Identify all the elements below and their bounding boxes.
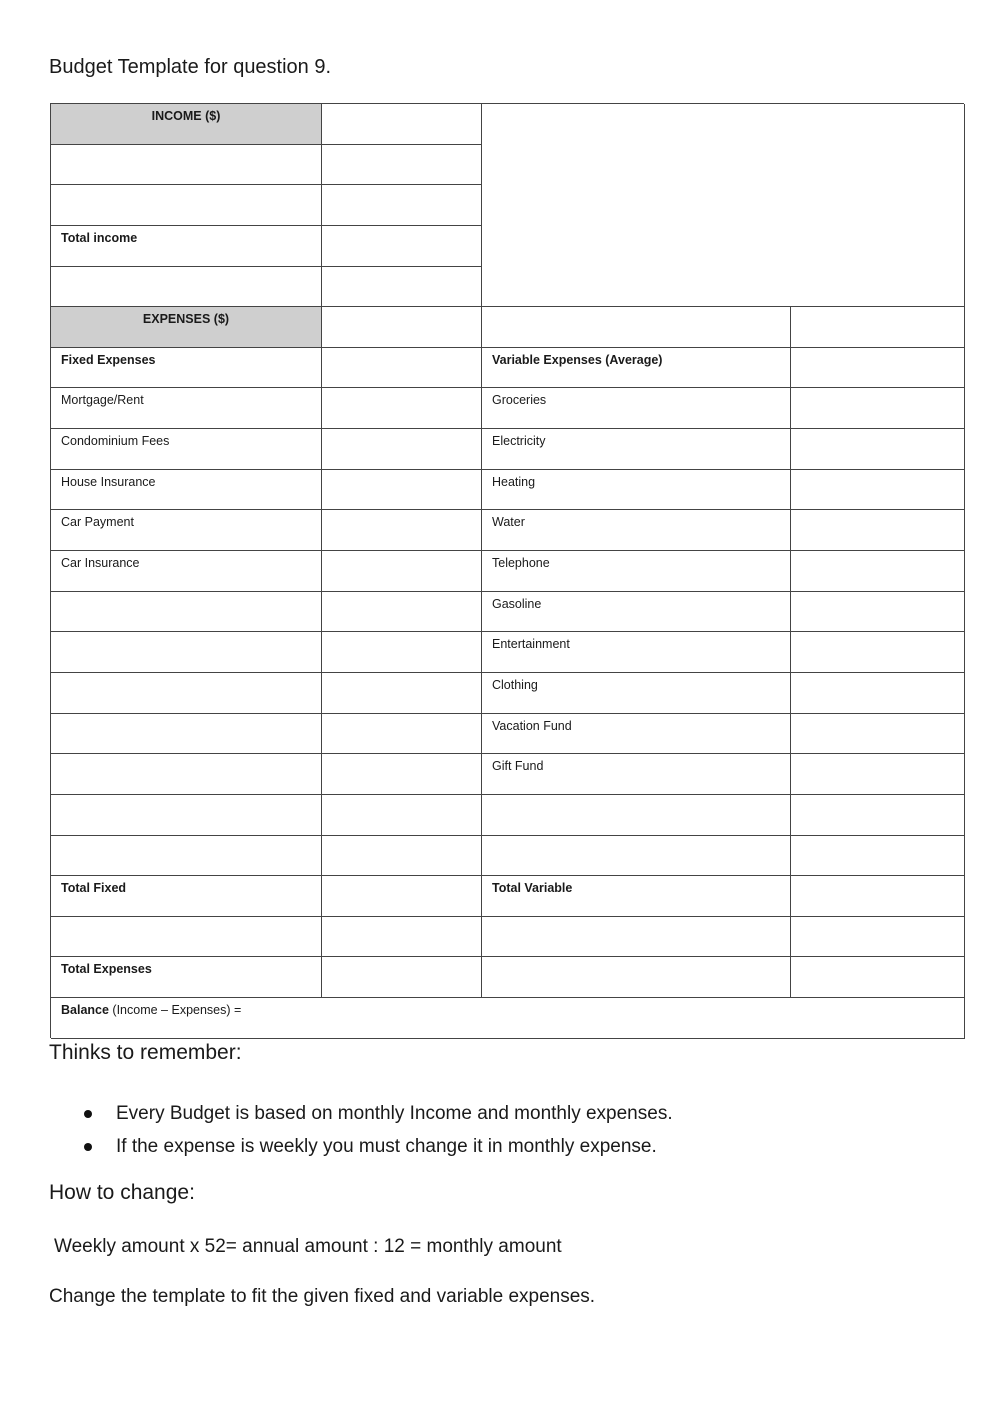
variable-expense-label: Vacation Fund (482, 714, 791, 755)
variable-expense-label: Groceries (482, 388, 791, 429)
blank-cell[interactable] (482, 836, 791, 877)
variable-expense-amount[interactable] (791, 632, 965, 673)
variable-expense-label: Gasoline (482, 592, 791, 633)
page-title: Budget Template for question 9. (49, 56, 332, 78)
blank-cell[interactable] (51, 917, 322, 958)
remember-title: Thinks to remember: (49, 1041, 242, 1064)
income-amount-cell[interactable] (322, 145, 482, 186)
total-fixed-label: Total Fixed (51, 876, 322, 917)
variable-expense-amount[interactable] (791, 551, 965, 592)
variable-expense-label: Water (482, 510, 791, 551)
variable-expense-label: Entertainment (482, 632, 791, 673)
blank-cell[interactable] (791, 917, 965, 958)
balance-formula: (Income – Expenses) = (108, 1003, 242, 1018)
bullet-text: If the expense is weekly you must change it in monthly expense. (116, 1135, 657, 1157)
closing-instruction: Change the template to fit the given fixed and variable expenses. (49, 1286, 596, 1307)
balance-row[interactable] (51, 998, 965, 1039)
total-expenses-amount[interactable] (322, 957, 482, 998)
variable-expense-amount[interactable] (791, 510, 965, 551)
fixed-expense-amount[interactable] (322, 714, 482, 755)
bullet-icon (84, 1143, 92, 1151)
budget-table (50, 103, 964, 1038)
variable-expenses-header: Variable Expenses (Average) (482, 348, 791, 389)
blank-cell[interactable] (51, 267, 322, 308)
variable-expense-amount[interactable] (791, 714, 965, 755)
blank-cell[interactable] (322, 348, 482, 389)
fixed-expense-label[interactable] (51, 673, 322, 714)
variable-expense-amount[interactable] (791, 592, 965, 633)
blank-cell[interactable] (791, 307, 965, 348)
variable-expense-label: Telephone (482, 551, 791, 592)
blank-cell[interactable] (322, 307, 482, 348)
total-expenses-label: Total Expenses (51, 957, 322, 998)
total-income-amount[interactable] (322, 226, 482, 267)
blank-cell[interactable] (482, 957, 791, 998)
fixed-expense-label[interactable] (51, 714, 322, 755)
fixed-expense-label: Condominium Fees (51, 429, 322, 470)
conversion-formula: Weekly amount x 52= annual amount : 12 = monthly amount (54, 1236, 562, 1257)
total-variable-amount[interactable] (791, 876, 965, 917)
list-item (82, 1130, 673, 1163)
blank-cell[interactable] (482, 795, 791, 836)
remember-list (82, 1097, 673, 1163)
variable-expense-label: Heating (482, 470, 791, 511)
total-income-label: Total income (51, 226, 322, 267)
fixed-expense-amount[interactable] (322, 754, 482, 795)
variable-expense-amount[interactable] (791, 429, 965, 470)
fixed-expense-amount[interactable] (322, 592, 482, 633)
balance-label: Balance (61, 1003, 109, 1018)
income-amount-cell[interactable] (322, 185, 482, 226)
fixed-expense-amount[interactable] (322, 388, 482, 429)
blank-panel (482, 104, 965, 307)
fixed-expense-amount[interactable] (322, 429, 482, 470)
income-source-cell[interactable] (51, 145, 322, 186)
how-to-title: How to change: (49, 1181, 195, 1204)
variable-expense-label: Gift Fund (482, 754, 791, 795)
income-source-cell[interactable] (51, 185, 322, 226)
variable-expense-amount[interactable] (791, 388, 965, 429)
blank-cell[interactable] (322, 917, 482, 958)
blank-cell[interactable] (791, 348, 965, 389)
fixed-expense-amount[interactable] (322, 470, 482, 511)
blank-cell[interactable] (482, 917, 791, 958)
bullet-text: Every Budget is based on monthly Income and monthly expenses. (116, 1102, 673, 1124)
fixed-expense-label[interactable] (51, 632, 322, 673)
total-variable-label: Total Variable (482, 876, 791, 917)
fixed-expense-label[interactable] (51, 754, 322, 795)
fixed-expense-amount[interactable] (322, 510, 482, 551)
blank-cell[interactable] (51, 795, 322, 836)
variable-expense-amount[interactable] (791, 673, 965, 714)
fixed-expense-amount[interactable] (322, 632, 482, 673)
variable-expense-amount[interactable] (791, 754, 965, 795)
blank-cell[interactable] (322, 836, 482, 877)
total-fixed-amount[interactable] (322, 876, 482, 917)
fixed-expenses-header: Fixed Expenses (51, 348, 322, 389)
fixed-expense-amount[interactable] (322, 551, 482, 592)
variable-expense-amount[interactable] (791, 470, 965, 511)
variable-expense-label: Clothing (482, 673, 791, 714)
income-amount-cell[interactable] (322, 104, 482, 145)
fixed-expense-label: Car Insurance (51, 551, 322, 592)
fixed-expense-label: Car Payment (51, 510, 322, 551)
blank-cell[interactable] (322, 795, 482, 836)
list-item (82, 1097, 673, 1130)
bullet-icon (84, 1110, 92, 1118)
fixed-expense-label[interactable] (51, 592, 322, 633)
income-header: INCOME ($) (51, 104, 322, 145)
blank-cell[interactable] (51, 836, 322, 877)
blank-cell[interactable] (791, 957, 965, 998)
fixed-expense-label: Mortgage/Rent (51, 388, 322, 429)
blank-cell[interactable] (322, 267, 482, 308)
blank-cell[interactable] (791, 795, 965, 836)
blank-cell[interactable] (482, 307, 791, 348)
expenses-header: EXPENSES ($) (51, 307, 322, 348)
fixed-expense-amount[interactable] (322, 673, 482, 714)
variable-expense-label: Electricity (482, 429, 791, 470)
blank-cell[interactable] (791, 836, 965, 877)
fixed-expense-label: House Insurance (51, 470, 322, 511)
